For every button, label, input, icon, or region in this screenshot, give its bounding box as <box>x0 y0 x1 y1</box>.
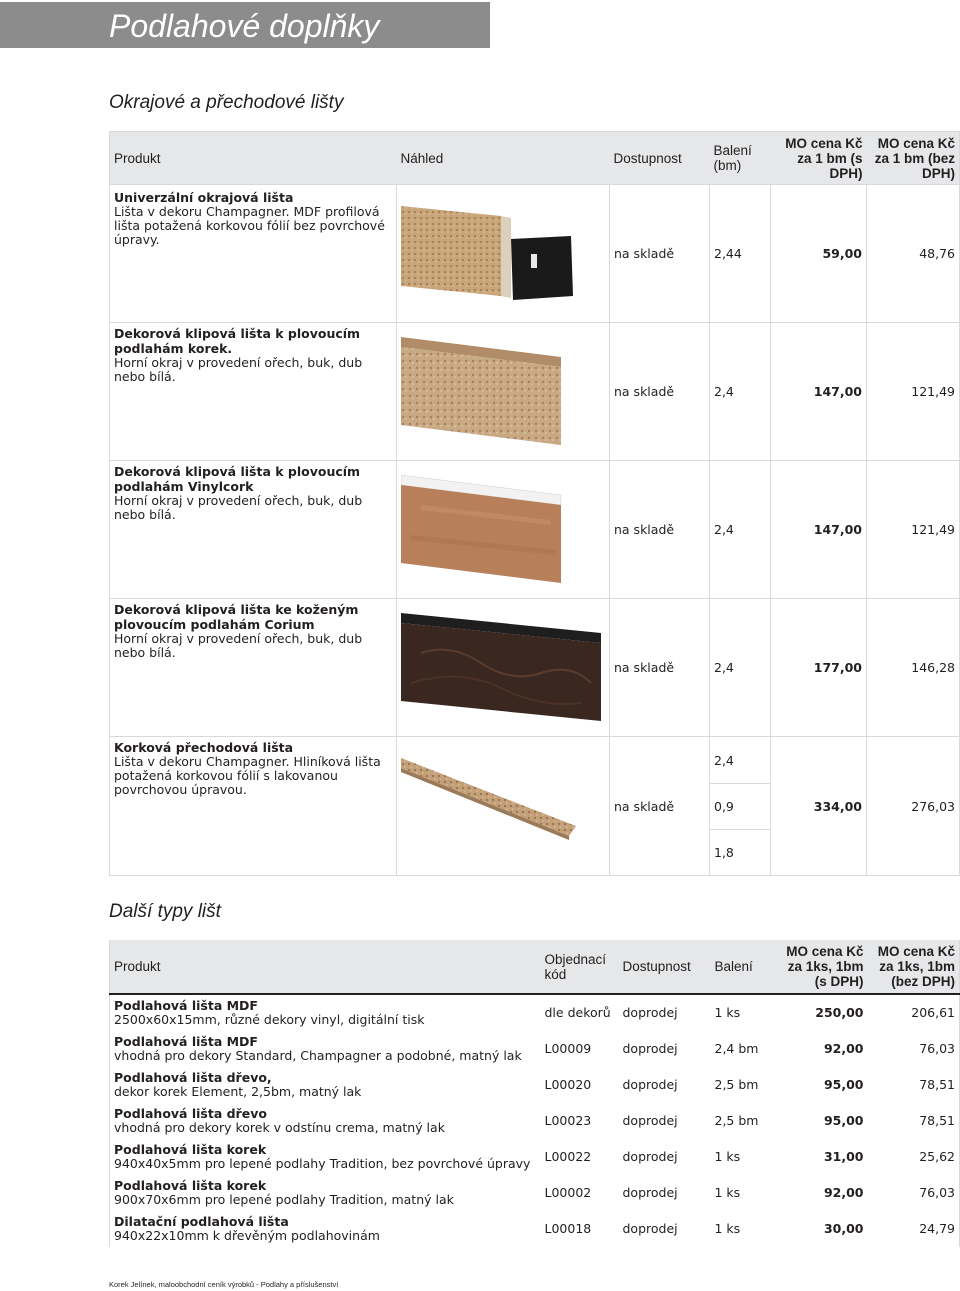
price-novat: 76,03 <box>919 1185 955 1200</box>
price-vat: 177,00 <box>771 599 867 737</box>
price-vat: 92,00 <box>823 1041 864 1056</box>
pack-option: 2,4 <box>710 737 771 784</box>
product-cell <box>110 323 397 461</box>
price-vat: 31,00 <box>823 1149 864 1164</box>
other-strips-table <box>109 940 960 1247</box>
page-title: Podlahové doplňky <box>109 8 380 44</box>
col-price-vat: MO cena Kč za 1 bm (s DPH) <box>771 132 867 185</box>
table-row <box>110 1139 960 1175</box>
col-price-novat: MO cena Kč za 1ks, 1bm (bez DPH) <box>868 940 960 994</box>
product-desc: vhodná pro dekory Standard, Champagner a podobné, matný lak <box>114 1048 522 1063</box>
availability: doprodej <box>622 1221 678 1236</box>
table-row <box>110 185 960 323</box>
pack: 2,4 <box>710 323 771 461</box>
pack: 2,5 bm <box>714 1077 759 1092</box>
product-desc: Horní okraj v provedení ořech, buk, dub nebo bílá. <box>114 355 363 384</box>
preview-cell <box>397 185 610 323</box>
availability: doprodej <box>622 1005 678 1020</box>
product-title: Podlahová lišta MDF <box>114 998 258 1013</box>
product-desc: Horní okraj v provedení ořech, buk, dub nebo bílá. <box>114 631 363 660</box>
col-pack: Balení (bm) <box>710 132 771 185</box>
product-title: Podlahová lišta MDF <box>114 1034 258 1049</box>
price-novat: 24,79 <box>919 1221 955 1236</box>
price-novat: 25,62 <box>919 1149 955 1164</box>
code: L00022 <box>544 1149 592 1164</box>
product-cell <box>110 185 397 323</box>
product-cell <box>110 994 541 1031</box>
product-title: Dekorová klipová lišta k plovoucím podlahám Vinylcork <box>114 464 361 494</box>
product-desc: Lišta v dekoru Champagner. Hliníková lišta potažená korkovou fólií s lakovanou povrchovou úpravou. <box>114 754 381 797</box>
code: dle dekorů <box>544 1005 611 1020</box>
price-novat: 48,76 <box>867 185 960 323</box>
transition-strip-image <box>401 756 581 856</box>
pack: 1 ks <box>714 1005 741 1020</box>
price-novat: 206,61 <box>911 1005 955 1020</box>
product-desc: 940x22x10mm k dřevěným podlahovinám <box>114 1228 380 1243</box>
pack: 2,4 bm <box>714 1041 759 1056</box>
price-vat: 95,00 <box>823 1077 864 1092</box>
edge-strip-image <box>401 204 591 304</box>
price-novat: 78,51 <box>919 1113 955 1128</box>
pack: 1 ks <box>714 1149 741 1164</box>
code: L00018 <box>544 1221 592 1236</box>
price-vat: 334,00 <box>771 737 867 876</box>
pack-option: 0,9 <box>710 784 771 830</box>
pack: 2,4 <box>710 461 771 599</box>
code: L00020 <box>544 1077 592 1092</box>
table-row <box>110 1175 960 1211</box>
product-title: Podlahová lišta dřevo <box>114 1106 267 1121</box>
pack-option: 1,8 <box>710 830 771 876</box>
corium-clip-strip-image <box>401 613 606 723</box>
pack: 2,5 bm <box>714 1113 759 1128</box>
price-vat: 95,00 <box>823 1113 864 1128</box>
product-title: Dekorová klipová lišta k plovoucím podlahám korek. <box>114 326 361 356</box>
price-novat: 78,51 <box>919 1077 955 1092</box>
table-row <box>110 994 960 1031</box>
product-cell <box>110 1175 541 1211</box>
edge-strips-table <box>109 131 960 876</box>
product-title: Podlahová lišta korek <box>114 1142 267 1157</box>
price-novat: 121,49 <box>867 323 960 461</box>
col-price-vat: MO cena Kč za 1ks, 1bm (s DPH) <box>772 940 868 994</box>
price-novat: 276,03 <box>867 737 960 876</box>
product-cell <box>110 599 397 737</box>
col-pack: Balení <box>711 940 772 994</box>
product-title: Dekorová klipová lišta ke koženým plovoucím podlahám Corium <box>114 602 359 632</box>
code: L00023 <box>544 1113 592 1128</box>
product-cell <box>110 1139 541 1175</box>
preview-cell <box>397 323 610 461</box>
availability: doprodej <box>622 1041 678 1056</box>
section-title-edge-strips: Okrajové a přechodové lišty <box>109 92 344 113</box>
price-vat: 30,00 <box>823 1221 864 1236</box>
page-title-banner <box>0 2 490 48</box>
availability: na skladě <box>610 185 710 323</box>
preview-cell <box>397 599 610 737</box>
product-desc: dekor korek Element, 2,5bm, matný lak <box>114 1084 362 1099</box>
pack: 2,44 <box>710 185 771 323</box>
table-header-row <box>110 940 960 994</box>
vinylcork-clip-strip-image <box>401 475 571 585</box>
col-preview: Náhled <box>397 132 610 185</box>
col-product: Produkt <box>110 940 541 994</box>
table-row <box>110 323 960 461</box>
availability: na skladě <box>610 323 710 461</box>
pack: 1 ks <box>714 1221 741 1236</box>
col-price-novat: MO cena Kč za 1 bm (bez DPH) <box>867 132 960 185</box>
code: L00009 <box>544 1041 592 1056</box>
product-title: Podlahová lišta korek <box>114 1178 267 1193</box>
price-novat: 121,49 <box>867 461 960 599</box>
table-row <box>110 1103 960 1139</box>
product-cell <box>110 1211 541 1247</box>
availability: doprodej <box>622 1149 678 1164</box>
product-desc: 2500x60x15mm, různé dekory vinyl, digitální tisk <box>114 1012 425 1027</box>
col-availability: Dostupnost <box>610 132 710 185</box>
availability: doprodej <box>622 1077 678 1092</box>
table-row <box>110 461 960 599</box>
price-vat: 250,00 <box>815 1005 864 1020</box>
availability: na skladě <box>610 461 710 599</box>
product-cell <box>110 1103 541 1139</box>
cork-clip-strip-image <box>401 337 571 447</box>
code: L00002 <box>544 1185 592 1200</box>
price-novat: 76,03 <box>919 1041 955 1056</box>
product-cell <box>110 737 397 876</box>
availability: na skladě <box>610 737 710 876</box>
availability: doprodej <box>622 1185 678 1200</box>
product-cell <box>110 1031 541 1067</box>
table-header-row <box>110 132 960 185</box>
product-desc: 900x70x6mm pro lepené podlahy Tradition, matný lak <box>114 1192 454 1207</box>
table-row <box>110 737 960 784</box>
table-row <box>110 599 960 737</box>
product-cell <box>110 461 397 599</box>
product-title: Univerzální okrajová lišta <box>114 190 294 205</box>
price-vat: 92,00 <box>823 1185 864 1200</box>
section-title-other-strips: Další typy lišt <box>109 901 221 922</box>
price-vat: 147,00 <box>771 461 867 599</box>
table-row <box>110 1031 960 1067</box>
product-desc: Lišta v dekoru Champagner. MDF profilová lišta potažená korkovou fólií bez povrchové úpravy. <box>114 204 385 247</box>
product-title: Korková přechodová lišta <box>114 740 294 755</box>
table-row <box>110 1211 960 1247</box>
col-availability: Dostupnost <box>619 940 711 994</box>
preview-cell <box>397 461 610 599</box>
pack: 2,4 <box>710 599 771 737</box>
product-cell <box>110 1067 541 1103</box>
availability: doprodej <box>622 1113 678 1128</box>
pack: 1 ks <box>714 1185 741 1200</box>
availability: na skladě <box>610 599 710 737</box>
product-desc: Horní okraj v provedení ořech, buk, dub nebo bílá. <box>114 493 363 522</box>
preview-cell <box>397 737 610 876</box>
product-title: Podlahová lišta dřevo, <box>114 1070 272 1085</box>
product-desc: 940x40x5mm pro lepené podlahy Tradition, bez povrchové úpravy <box>114 1156 531 1171</box>
price-vat: 147,00 <box>771 323 867 461</box>
product-desc: vhodná pro dekory korek v odstínu crema, matný lak <box>114 1120 445 1135</box>
price-novat: 146,28 <box>867 599 960 737</box>
col-product: Produkt <box>110 132 397 185</box>
col-code: Objednací kód <box>541 940 619 994</box>
product-title: Dilatační podlahová lišta <box>114 1214 289 1229</box>
table-row <box>110 1067 960 1103</box>
price-vat: 59,00 <box>771 185 867 323</box>
footer-text: Korek Jelínek, maloobchodní ceník výrobků - Podlahy a příslušenství <box>109 1280 339 1289</box>
